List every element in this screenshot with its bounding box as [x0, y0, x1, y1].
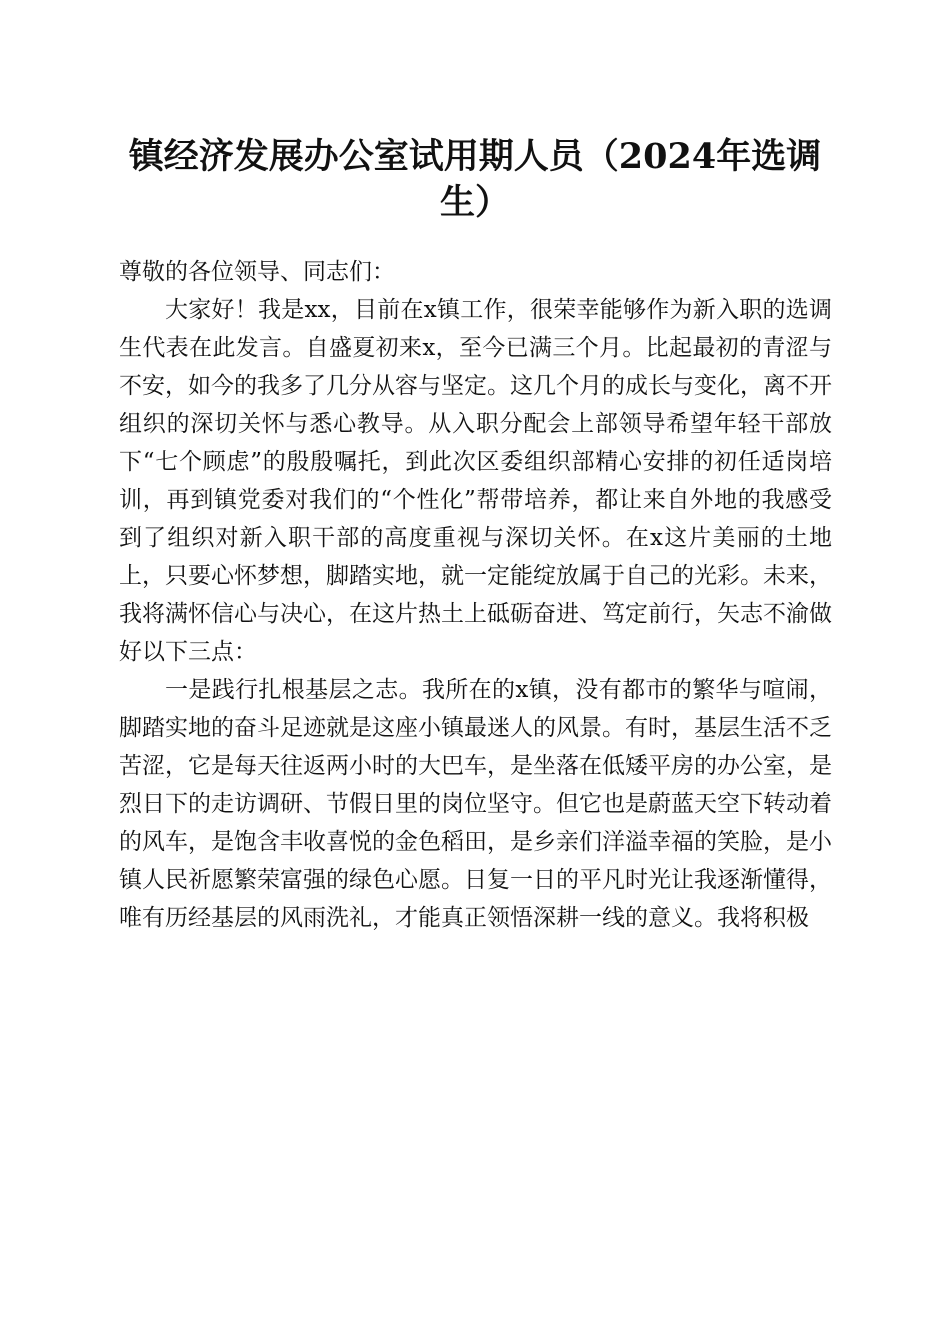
- document-body: [119, 253, 832, 937]
- paragraph-text: 大家好！我是xx，目前在x镇工作，很荣幸能够作为新入职的选调生代表在此发言。自盛夏初来x，至今已满三个月。比起最初的青涩与不安，如今的我多了几分从容与坚定。这几个月的成长与变化，离不开组织的深切关怀与悉心教导。从入职分配会上部领导希望年轻干部放下“七个顾虑”的殷殷嘱托，到此次区委组织部精心安排的初任适岗培训，再到镇党委对我们的“个性化”帮带培养，都让来自外地的我感受到了组织对新入职干部的高度重视与深切关怀。在x这片美丽的土地上，只要心怀梦想，脚踏实地，就一定能绽放属于自己的光彩。未来，我将满怀信心与决心，在这片热土上砥砺奋进、笃定前行，矢志不渝做好以下三点：: [119, 297, 832, 665]
- document-title: 镇经济发展办公室试用期人员（2024年选调生）: [128, 136, 822, 223]
- paragraph-point-one: [119, 671, 832, 937]
- paragraph-intro: [119, 291, 832, 671]
- salutation: 尊敬的各位领导、同志们：: [119, 259, 395, 285]
- paragraph-text: 我所在的x镇，没有都市的繁华与喧闹，脚踏实地的奋斗足迹就是这座小镇最迷人的风景。有时，基层生活不乏苦涩，它是每天往返两小时的大巴车，是坐落在低矮平房的办公室，是烈日下的走访调研、节假日里的岗位坚守。但它也是蔚蓝天空下转动着的风车，是饱含丰收喜悦的金色稻田，是乡亲们洋溢幸福的笑脸，是小镇人民祈愿繁荣富强的绿色心愿。日复一日的平凡时光让我逐渐懂得，唯有历经基层的风雨洗礼，才能真正领悟深耕一线的意义。我将积极: [119, 677, 832, 931]
- paragraph-lead: 一是践行扎根基层之志。: [165, 677, 422, 703]
